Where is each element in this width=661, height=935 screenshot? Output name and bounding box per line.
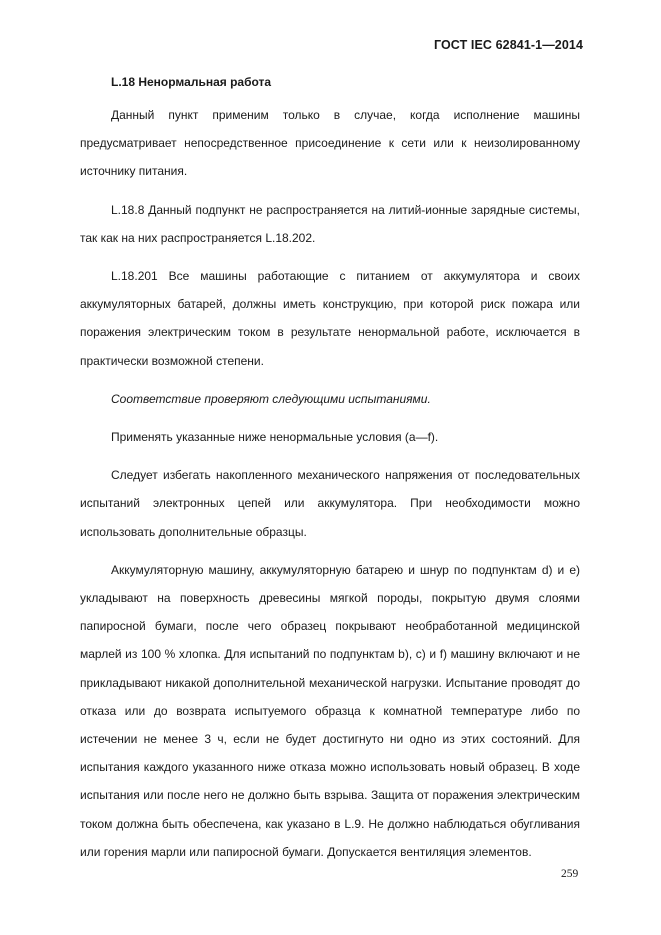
section-title: L.18 Ненормальная работа [111, 75, 272, 89]
document-header-standard-code: ГОСТ IEC 62841-1—2014 [433, 38, 583, 52]
document-body [80, 74, 580, 876]
paragraph-test-procedure: Аккумуляторную машину, аккумуляторную батарею и шнур по подпунктам d) и e) укладывают на поверхность древесины мягкой породы, покрытую двумя слоями папиросной бумаги, после чего образец покрывают необработанной медицинской марлей из 100 % хлопка. Для испытаний по подпунктам b), c) и f) машину включают и не прикладывают никакой дополнительной механической нагрузки. Испытание проводят до отказа или до возврата испытуемого образца к комнатной температуре либо по истечении не менее 3 ч, если не будет достигнуто ни одно из этих состояний. Для испытания каждого указанного ниже отказа можно использовать новый образец. В ходе испытания или после него не должно быть взрыва. Защита от поражения электрическим током должна быть обеспечена, как указано в L.9. Не должно наблюдаться обугливания или горения марли или папиросной бумаги. Допускается вентиляция элементов. [80, 562, 580, 859]
paragraph-l-18-8: L.18.8 Данный подпункт не распространяется на литий-ионные зарядные системы, так как на них распространяется L.18.202. [80, 202, 580, 245]
paragraph-abnormal-conditions: Применять указанные ниже ненормальные условия (a—f). [111, 430, 439, 445]
paragraph-applicability: Данный пункт применим только в случае, когда исполнение машины предусматривает непосредственное присоединение к сети или к неизолированному источнику питания. [80, 108, 580, 179]
paragraph-mechanical-stress: Следует избегать накопленного механического напряжения от последовательных испытаний электронных цепей или аккумулятора. При необходимости можно использовать дополнительные образцы. [80, 468, 580, 539]
page-number: 259 [561, 868, 579, 880]
paragraph-l-18-201: L.18.201 Все машины работающие с питанием от аккумулятора и своих аккумуляторных батарей, должны иметь конструкцию, при которой риск пожара или поражения электрическим током в результате ненормальной работе, исключается в практически возможной степени. [80, 269, 580, 368]
paragraph-compliance-check: Соответствие проверяют следующими испытаниями. [111, 391, 431, 406]
